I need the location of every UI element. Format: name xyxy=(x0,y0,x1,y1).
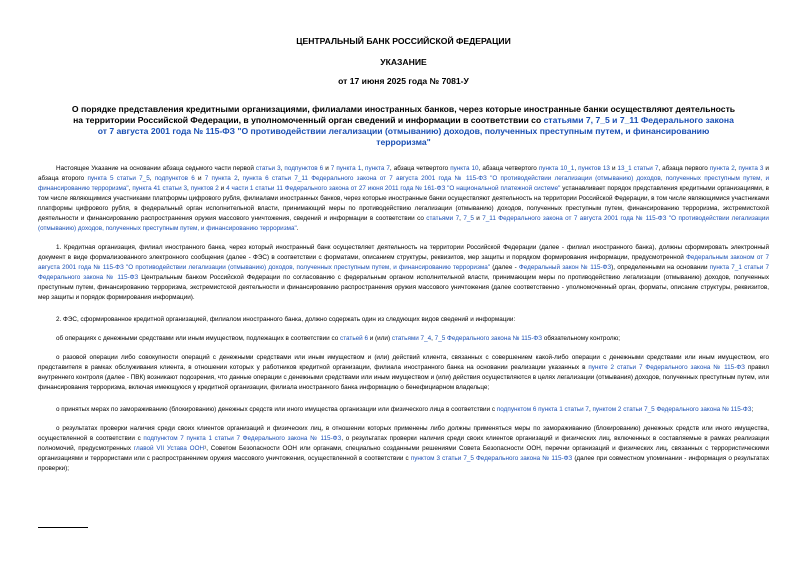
law-reference-link[interactable]: пунктов 13 xyxy=(578,165,610,172)
body-text: и xyxy=(609,165,618,172)
body-text: ¹, Советом Безопасности ООН или органами, специально созданными решениями Совета Безопасности ООН, перечни организаций и физических лиц, связанных с террористическими организациями и террористами или с распространением оружия массового уничтожения, осуществленной в соответствии с xyxy=(38,445,770,462)
body-text: , абзаца четвертого xyxy=(389,165,451,172)
document-body xyxy=(38,164,769,483)
law-reference-link[interactable]: 7 пункта 1 xyxy=(330,165,362,172)
law-reference-link[interactable]: статьями 7_4 xyxy=(391,335,432,342)
body-text: , xyxy=(128,185,133,192)
paragraph-2 xyxy=(38,315,769,325)
law-reference-link[interactable]: Федеральный закон № 115-ФЗ xyxy=(518,264,612,271)
law-reference-link[interactable]: пункта 7 xyxy=(365,165,390,172)
law-reference-link[interactable]: подпунктом 6 пункта 1 статьи 7 xyxy=(496,406,589,413)
body-text: об операциях с денежными средствами или иным имуществом, подлежащих в соответствии со xyxy=(56,335,341,342)
law-reference-link[interactable]: пункте 2 статьи 7 Федерального закона № 115-ФЗ xyxy=(588,364,745,371)
document-date-number: от 17 июня 2025 года № 7081-У xyxy=(338,76,469,86)
law-reference-link[interactable]: пункта 10 xyxy=(450,165,479,172)
footnote-divider xyxy=(38,527,88,528)
document-type: УКАЗАНИЕ xyxy=(380,57,427,67)
law-reference-link[interactable]: пункта 10_1 xyxy=(538,165,575,172)
law-reference-link[interactable]: 7_5 Федерального закона № 115-ФЗ xyxy=(434,335,543,342)
body-text: 2. ФЭС, сформированное кредитной организацией, филиалом иностранного банка, должно содержать один из следующих видов сведений и информации: xyxy=(56,316,516,323)
title-law-link[interactable]: статьями 7, 7_5 и 7_11 Федерального закона от 7 августа 2001 года № 115-ФЗ "О противодействии легализации (отмыванию) доходов, полученных преступным путем, и финансированию терроризма" xyxy=(97,115,734,147)
body-text: . xyxy=(296,225,299,232)
body-text: и xyxy=(194,175,205,182)
list-item-check-results xyxy=(38,424,769,474)
law-reference-link[interactable]: пункта 41 статьи 3 xyxy=(132,185,188,192)
body-text: , о результатах проверки наличия среди своих клиентов организаций и физических лиц, включенных в составляемые в рамках реализации полномочий, предусмотренных xyxy=(38,435,769,452)
body-text: , xyxy=(431,335,435,342)
law-reference-link[interactable]: пунктом 2 статьи 7_5 Федерального закона № 115-ФЗ xyxy=(592,406,752,413)
law-reference-link[interactable]: статьи 3 xyxy=(255,165,281,172)
body-text: , xyxy=(734,165,739,172)
body-text: , xyxy=(187,185,191,192)
body-text: о разовой операции либо совокупности операций с денежными средствами или иным имуществом и (или) действий клиента, связанных с совершением какой-либо операции с денежными средствами или иным имуществом, его представителя в рамках обслуживания клиента, в отношении которых у работников кредитной организации, филиала иностранного банка на основании реализации указанных в xyxy=(38,354,769,371)
law-reference-link[interactable]: пункта 5 статьи 7_5 xyxy=(87,175,150,182)
body-text: , абзаца четвертого xyxy=(478,165,539,172)
law-reference-link[interactable]: пункта 2 xyxy=(709,165,735,172)
law-reference-link[interactable]: подпунктом 7 пункта 1 статьи 7 Федерального закона № 115-ФЗ xyxy=(143,435,342,442)
body-text: и xyxy=(473,215,483,222)
document-title xyxy=(70,104,737,148)
law-reference-link[interactable]: 7 пункта 2 xyxy=(204,175,238,182)
body-text: (далее при совместном упоминании - информация о результатах проверки); xyxy=(38,455,769,472)
body-text: и xyxy=(218,185,227,192)
body-text: 1. Кредитная организация, филиал иностранного банка, через который иностранный банк осуществляет деятельность на территории Российской Федерации (далее - филиал иностранного банка), должны сформировать электронный документ в виде формализованного электронного сообщения (далее - ФЭС) в соответствии с форматами, описанием структуры, реквизитов, мер защиты и порядком формирования информации, предусмотренной xyxy=(38,244,769,261)
body-text: , xyxy=(574,165,579,172)
law-reference-link[interactable]: пункта 7_1 статьи 7 Федерального закона № 115-ФЗ xyxy=(38,264,769,281)
list-item-mandatory-control xyxy=(38,334,769,344)
paragraph-1 xyxy=(38,243,769,303)
body-text: , xyxy=(149,175,155,182)
body-text: (далее - xyxy=(490,264,519,271)
law-reference-link[interactable]: статьями 7 xyxy=(426,215,460,222)
body-text: о принятых мерах по замораживанию (блокированию) денежных средств или иного имущества организации или физического лица в соответствии с xyxy=(56,406,497,413)
law-reference-link[interactable]: 4 части 1 статьи 11 Федерального закона от 27 июня 2011 года № 161-ФЗ "О национальной платежной системе" xyxy=(226,185,561,192)
issuer-name: ЦЕНТРАЛЬНЫЙ БАНК РОССИЙСКОЙ ФЕДЕРАЦИИ xyxy=(296,36,511,46)
law-reference-link[interactable]: 7_5 xyxy=(463,215,474,222)
law-reference-link[interactable]: 7_11 Федерального закона от 7 августа 2001 года № 115-ФЗ "О противодействии легализации (отмыванию) доходов, полученных преступным путем, и финансированию терроризма" xyxy=(38,215,769,232)
law-reference-link[interactable]: подпунктов 6 xyxy=(284,165,324,172)
body-text: и абзаца второго xyxy=(38,165,769,182)
body-text: , абзаца первого xyxy=(658,165,710,172)
body-text: правил внутреннего контроля (далее - ПВК) возникают подозрения, что данные операции с денежными средствами или иным имуществом и (или) действия осуществляются в целях легализации (отмывания) доходов, полученных преступным путем, или финансирования терроризма, включая имеющуюся у кредитной организации, филиала иностранного банка информацию о бенефициарном владельце; xyxy=(38,364,769,391)
body-text: ; xyxy=(751,406,754,413)
body-text: , xyxy=(459,215,464,222)
law-reference-link[interactable]: Федеральным законом от 7 августа 2001 года № 115-ФЗ "О противодействии легализации (отмыванию) доходов, полученных преступным путем, и финансированию терроризма" xyxy=(38,254,769,271)
law-reference-link[interactable]: статьей 6 xyxy=(340,335,368,342)
paragraph-preamble xyxy=(38,164,769,234)
body-text: , xyxy=(361,165,366,172)
law-reference-link[interactable]: подпунктов 6 xyxy=(154,175,195,182)
body-text: , xyxy=(237,175,243,182)
body-text: и xyxy=(323,165,331,172)
body-text: Настоящее Указание на основании абзаца седьмого части первой xyxy=(56,165,256,172)
law-reference-link[interactable]: пункта 3 xyxy=(738,165,764,172)
body-text: обязательному контролю; xyxy=(542,335,621,342)
body-text: Центральным банком Российской Федерации по согласованию с федеральным органом исполнительной власти, принимающим меры по противодействию легализации (отмыванию) доходов, полученных преступным путем, финансированию терроризма, экстремистской деятельности и финансированию распространения оружия массового уничтожения (далее соответственно - уполномоченный орган, форматы, описание структуры, реквизитов, мер защиты и порядок формирования информации). xyxy=(38,274,769,301)
body-text: о результатах проверки наличия среди своих клиентов организаций и физических лиц, в отношении которых применены либо должны применяться меры по замораживанию (блокированию) денежных средств или иного имущества, осуществленной в соответствии с xyxy=(38,425,769,442)
body-text: , xyxy=(280,165,285,172)
body-text: устанавливает порядок представления кредитными организациями, в том числе являющимися участниками платформы цифрового рубля, филиалами иностранных банков, через которые иностранные банки осуществляют деятельность на территории Российской Федерации, в том числе являющимися участниками платформы цифрового рубля, в федеральный орган исполнительной власти, принимающий меры по противодействию легализации (отмыванию) доходов, полученных преступным путем, финансированию терроризма, экстремистской деятельности и финансированию распространения оружия массового уничтожения, сведений и информации в соответствии со xyxy=(38,185,769,222)
law-reference-link[interactable]: пункта 6 статьи 7_11 Федерального закона от 7 августа 2001 года № 115-ФЗ "О противодействии легализации (отмыванию) доходов, полученных преступным путем, и финансированию терроризма" xyxy=(38,175,769,192)
list-item-suspicious-operations xyxy=(38,353,769,393)
body-text: и (или) xyxy=(367,335,392,342)
list-item-freezing-measures xyxy=(38,405,769,415)
law-reference-link[interactable]: 13_1 статьи 7 xyxy=(617,165,659,172)
body-text: ), определенными на основании xyxy=(611,264,710,271)
body-text: , xyxy=(588,406,593,413)
law-reference-link[interactable]: пунктов 2 xyxy=(190,185,219,192)
title-text: О порядке представления кредитными организациями, филиалами иностранных банков, через которые иностранные банки осуществляют деятельность на территории Российской Федерации, в уполномоченный орган сведений и информации в соответствии со xyxy=(71,104,736,125)
law-reference-link[interactable]: пунктом 3 статьи 7_5 Федерального закона № 115-ФЗ xyxy=(410,455,573,462)
law-reference-link[interactable]: главой VII Устава ООН xyxy=(133,445,205,452)
